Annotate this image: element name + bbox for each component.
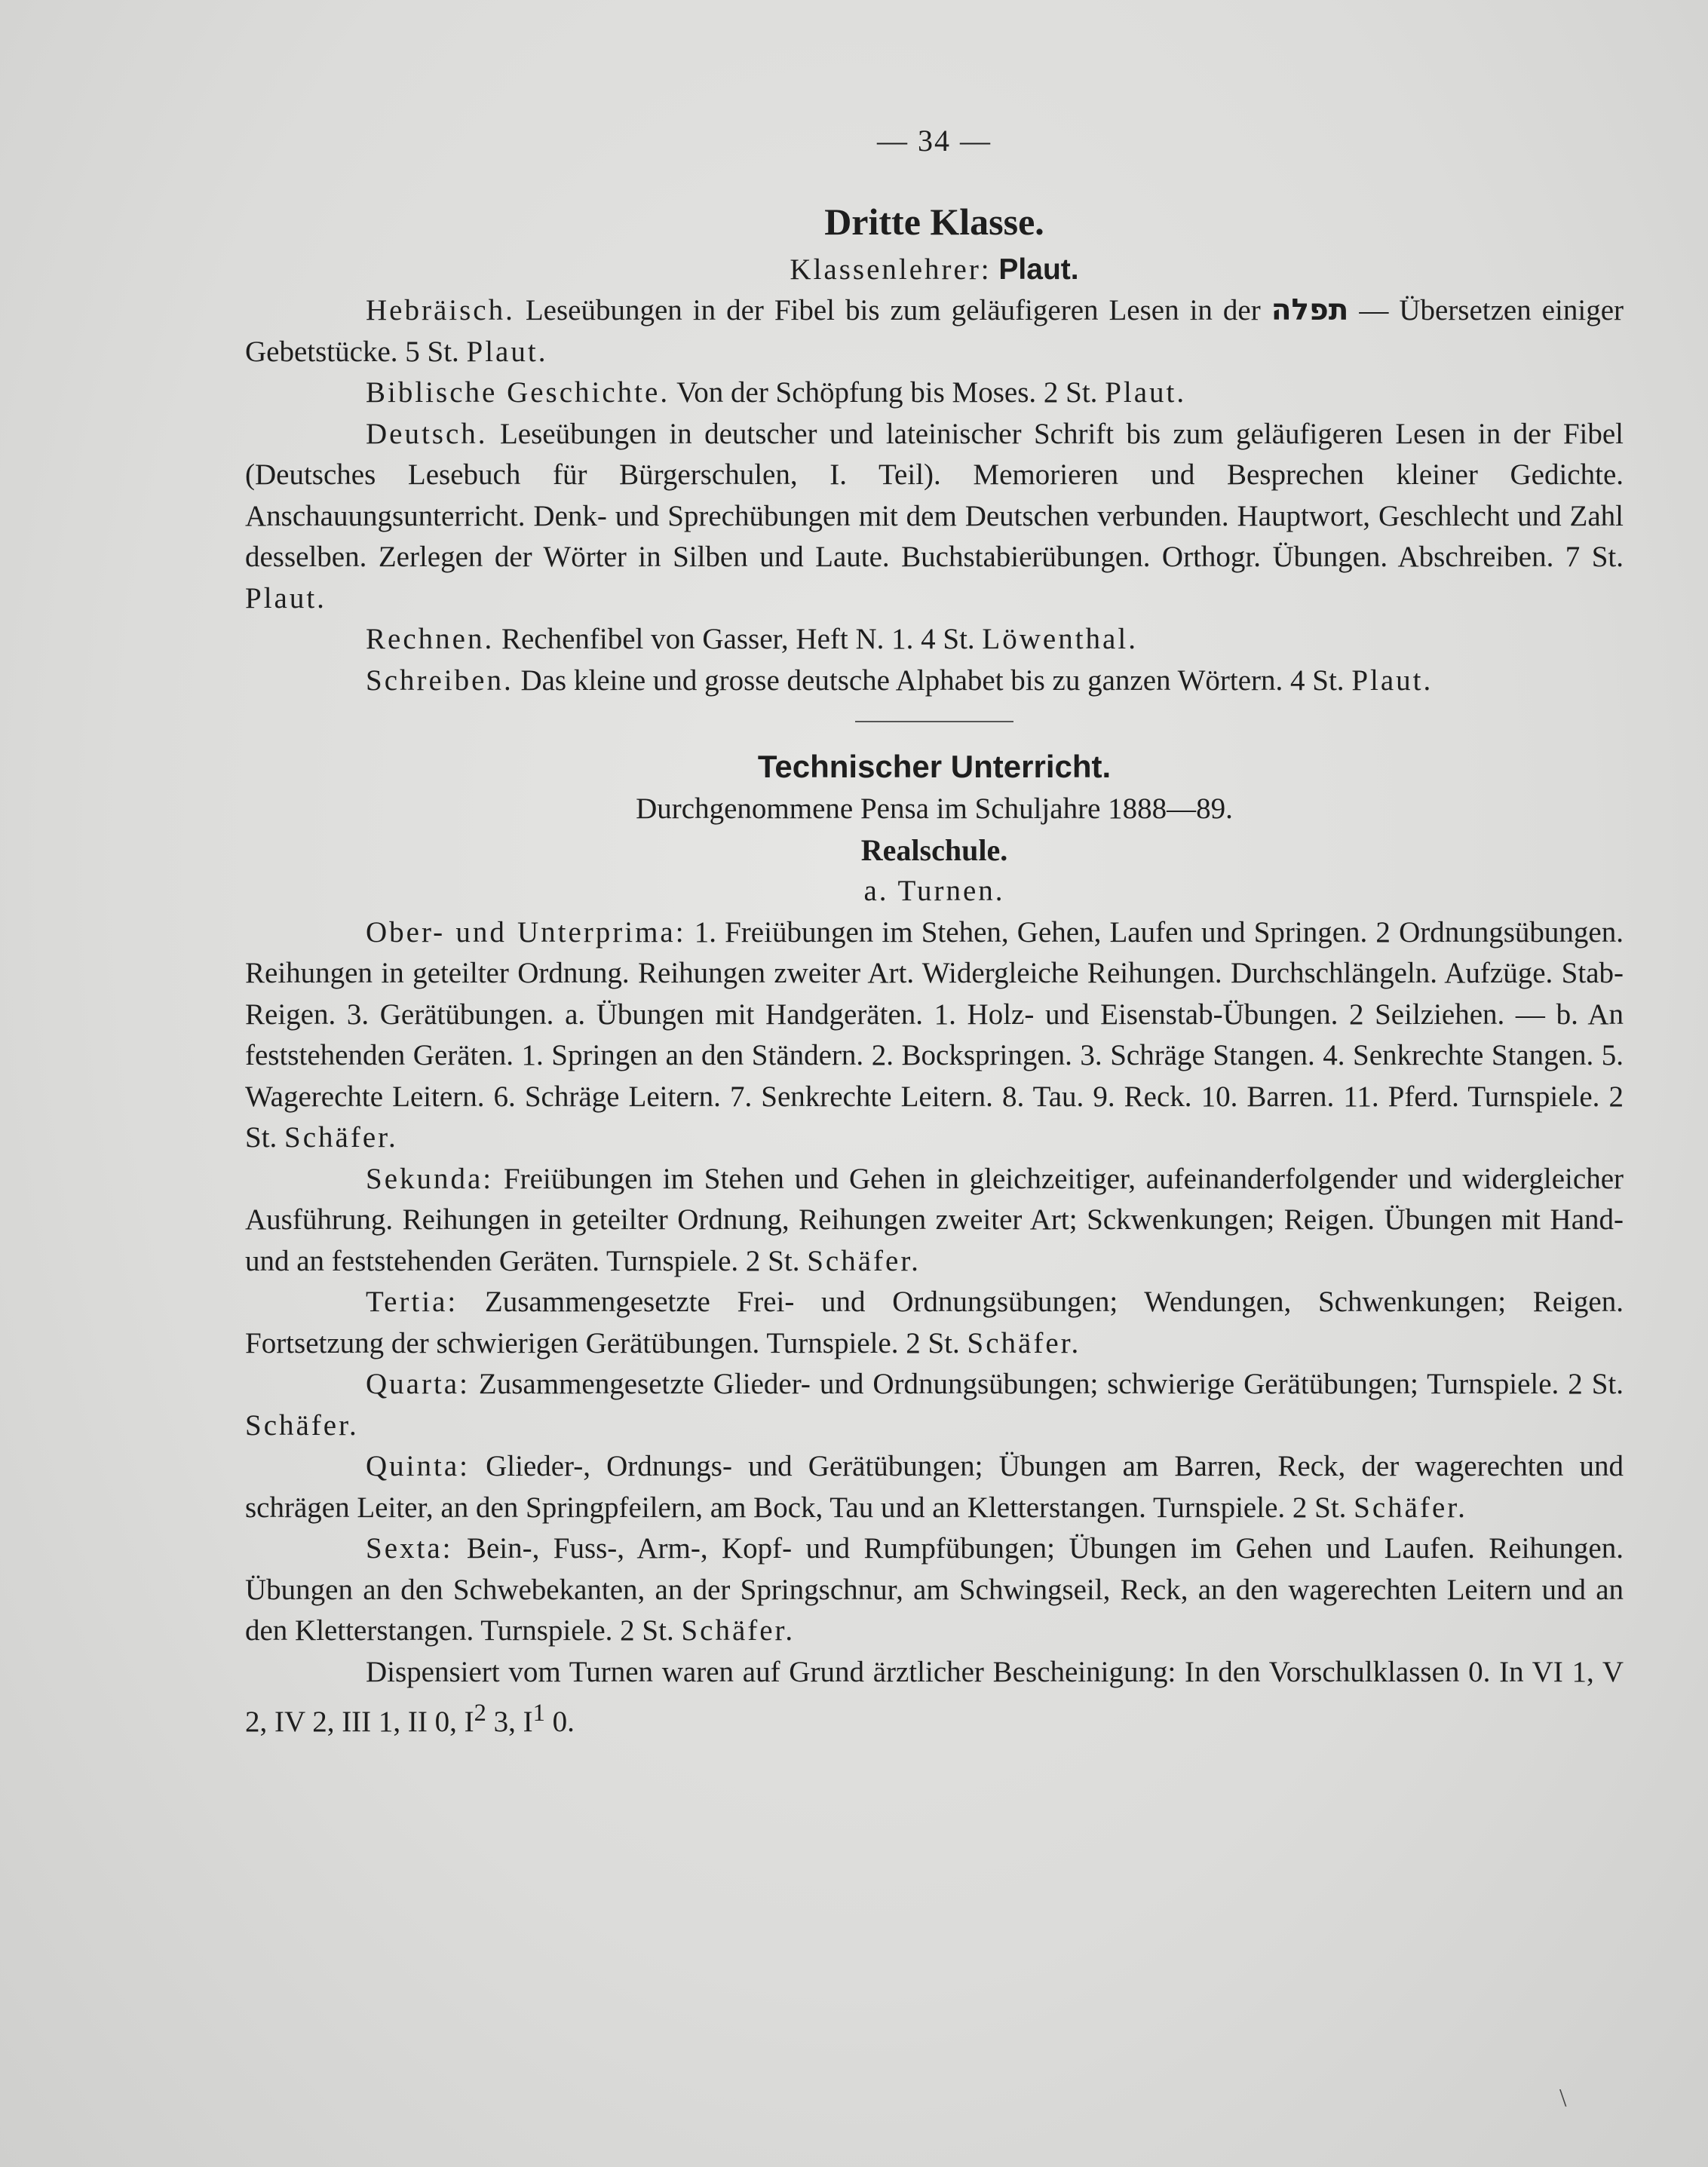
subject-name: Hebräisch. <box>366 294 515 326</box>
class-teacher-name: Plaut. <box>998 253 1079 286</box>
turnen-class-name: Ober- und Unterprima: <box>366 915 686 949</box>
corner-mark: \ <box>1559 2084 1567 2112</box>
turnen-teacher: Schäfer. <box>1354 1491 1467 1524</box>
turnen-class-name: Quarta: <box>366 1368 470 1400</box>
turnen-teacher: Schäfer. <box>681 1614 796 1647</box>
turnen-teacher: Schäfer. <box>807 1244 921 1277</box>
dispensation-text: 3, I <box>486 1706 533 1738</box>
turnen-paragraph-sekunda <box>245 1159 1624 1283</box>
turnen-class-name: Sekunda: <box>366 1162 494 1195</box>
turnen-class-name: Sexta: <box>366 1532 453 1565</box>
technical-heading: Technischer Unterricht. <box>757 749 1112 784</box>
subject-text: Von der Schöpfung bis Moses. 2 St. <box>670 376 1105 409</box>
turnen-heading: a. Turnen. <box>863 875 1005 907</box>
subject-paragraph-schreiben <box>245 661 1624 702</box>
turnen-paragraph-quinta <box>245 1446 1624 1528</box>
subject-paragraph-deutsch <box>245 414 1624 620</box>
subject-paragraph-rechnen <box>245 619 1624 661</box>
turnen-text: Zusammengesetzte Frei- und Ordnungsübungen; Wendungen, Schwenkungen; Reigen. Fortsetzung der schwierigen Gerätübungen. Turnspiele. 2 St. <box>245 1286 1624 1359</box>
subject-text: Das kleine und grosse deutsche Alphabet bis zu ganzen Wörtern. 4 St. <box>513 664 1352 697</box>
subject-teacher: Löwenthal. <box>982 623 1138 655</box>
turnen-text: Freiübungen im Stehen und Gehen in gleichzeitiger, aufeinanderfolgender und widergleicher Ausführung. Reihungen in geteilter Ordnung, Reihungen zweiter Art; Sckwenkungen; Reigen. Übungen mit Hand- und an feststehenden Geräten. Turnspiele. 2 St. <box>245 1162 1624 1277</box>
page-number: — 34 — <box>877 124 992 158</box>
turnen-text: Bein-, Fuss-, Arm-, Kopf- und Rumpfübungen; Übungen im Gehen und Laufen. Reihungen. Übungen an den Schwebekanten, an der Springschnur, am Schwingseil, Reck, an den wagerechten Leitern und an den Kletterstangen. Turnspiele. 2 St. <box>245 1532 1624 1647</box>
class-teacher-label: Klassenlehrer: <box>790 253 992 286</box>
class-teacher-line <box>245 250 1624 291</box>
realschule-heading: Realschule. <box>860 832 1008 867</box>
hebrew-word: תפלה <box>1271 293 1349 327</box>
subject-name: Biblische Geschichte. <box>366 376 670 409</box>
turnen-paragraph-tertia <box>245 1282 1624 1364</box>
subject-text: Leseübungen in der Fibel bis zum geläufigeren Lesen in der <box>514 294 1271 326</box>
turnen-teacher: Schäfer. <box>245 1408 359 1442</box>
class-heading: Dritte Klasse. <box>824 200 1044 243</box>
section-divider <box>855 721 1013 722</box>
turnen-paragraph-quarta <box>245 1364 1624 1446</box>
subject-text: Leseübungen in deutscher und lateinischer Schrift bis zum geläufigeren Lesen in der Fibel (Deutsches Lesebuch für Bürgerschulen, I. Teil). Memorieren und Besprechen kleiner Gedichte. Anschauungsunterricht. Denk- und Sprechübungen mit dem Deutschen verbunden. Hauptwort, Geschlecht und Zahl desselben. Zerlegen der Wörter in Silben und Laute. Buchstabierübungen. Orthogr. Übungen. Abschreiben. 7 St. <box>245 417 1624 573</box>
turnen-text: Glieder-, Ordnungs- und Gerätübungen; Übungen am Barren, Reck, der wagerechten und schrägen Leiter, an den Springpfeilern, am Bock, Tau und an Kletterstangen. Turnspiele. 2 St. <box>245 1450 1624 1524</box>
dispensation-text: 0. <box>544 1706 575 1738</box>
turnen-text: 1. Freiübungen im Stehen, Gehen, Laufen und Springen. 2 Ordnungsübungen. Reihungen in geteilter Ordnung. Reihungen zweiter Art. Widergleiche Reihungen. Durchschlängeln. Aufzüge. Stab-Reigen. 3. Gerätübungen. a. Übungen mit Handgeräten. 1. Holz- und Eisenstab-Übungen. 2 Seilziehen. — b. An feststehenden Geräten. 1. Springen an den Ständern. 2. Bockspringen. 3. Schräge Stangen. 4. Senkrechte Stangen. 5. Wagerechte Leitern. 6. Schräge Leitern. 7. Senkrechte Leitern. 8. Tau. 9. Reck. 10. Barren. 11. Pferd. Turnspiele. 2 St. <box>245 915 1624 1154</box>
subject-teacher: Plaut. <box>1351 664 1434 697</box>
turnen-teacher: Schäfer. <box>284 1121 398 1154</box>
dispensation-superscript: 2 <box>474 1700 486 1727</box>
technical-subtitle: Durchgenommene Pensa im Schuljahre 1888—89. <box>636 792 1233 825</box>
subject-teacher: Plaut. <box>245 581 327 615</box>
subject-paragraph-biblische-geschichte <box>245 372 1624 414</box>
subject-paragraph-hebraeisch <box>245 290 1624 372</box>
subject-teacher: Plaut. <box>466 335 548 368</box>
turnen-paragraph-prima <box>245 912 1624 1159</box>
subject-name: Rechnen. <box>366 623 495 655</box>
page-content <box>245 121 1624 1743</box>
dispensation-superscript: 1 <box>532 1700 545 1727</box>
subject-name: Deutsch. <box>366 417 488 450</box>
subject-text: Rechenfibel von Gasser, Heft N. 1. 4 St. <box>494 623 983 655</box>
subject-teacher: Plaut. <box>1105 376 1187 409</box>
turnen-class-name: Quinta: <box>366 1450 470 1482</box>
dispensation-paragraph <box>245 1652 1624 1743</box>
turnen-teacher: Schäfer. <box>967 1326 1081 1359</box>
subject-text: — Übersetzen einiger Gebetstücke. 5 St. <box>245 294 1624 368</box>
turnen-text: Zusammengesetzte Glieder- und Ordnungsübungen; schwierige Gerätübungen; Turnspiele. 2 St. <box>469 1368 1624 1400</box>
turnen-paragraph-sexta <box>245 1528 1624 1652</box>
turnen-class-name: Tertia: <box>366 1286 458 1318</box>
subject-name: Schreiben. <box>366 664 514 697</box>
dispensation-text: Dispensiert vom Turnen waren auf Grund ärztlicher Bescheinigung: In den Vorschulklassen 0. In VI 1, V 2, IV 2, III 1, II 0, I <box>245 1655 1624 1738</box>
